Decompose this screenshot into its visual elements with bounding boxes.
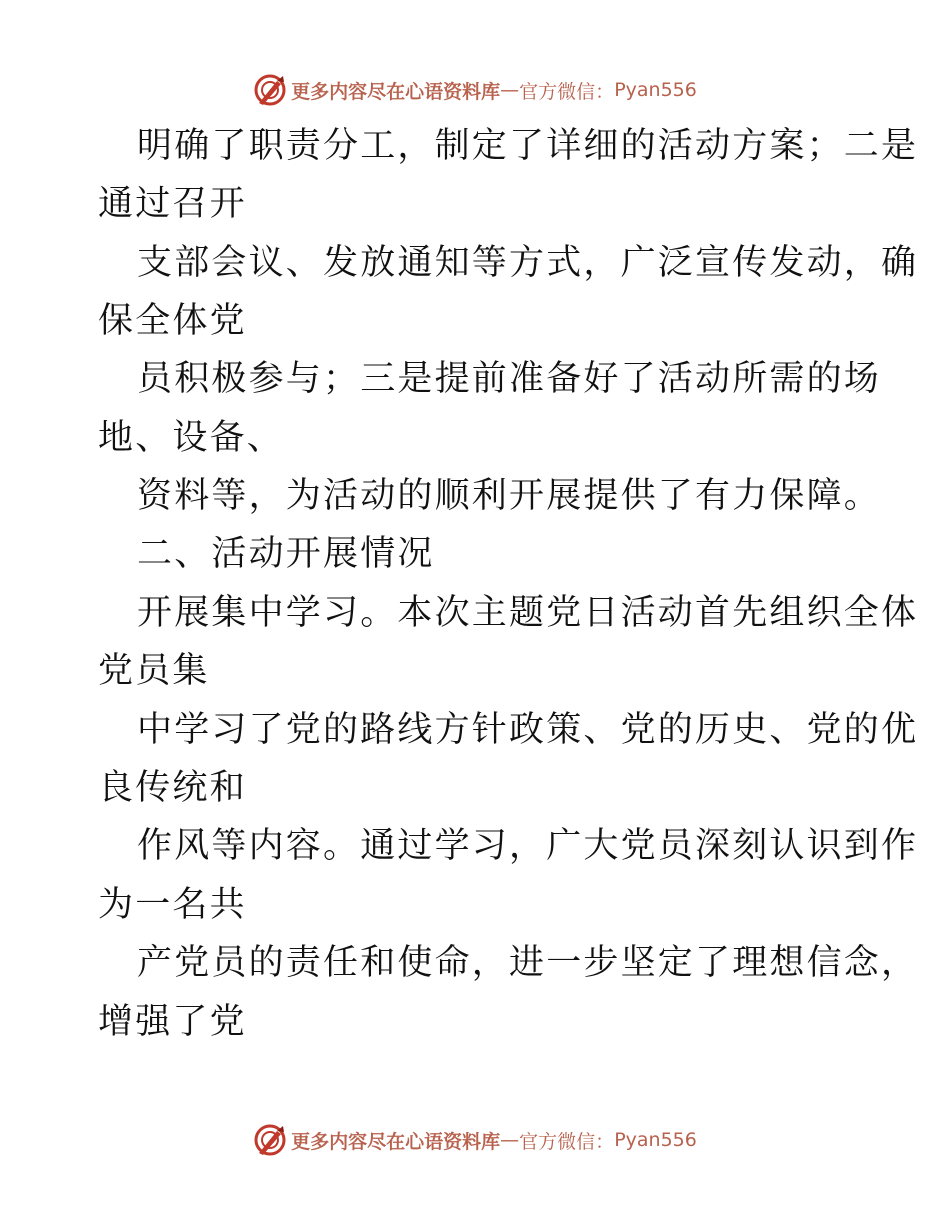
body-line: 保全体党 <box>98 301 247 341</box>
body-line: 为一名共 <box>98 885 247 925</box>
body-line: 产党员的责任和使命，进一步坚定了理想信念， <box>137 943 919 983</box>
banner-wechat-id: Pyan556 <box>614 1129 697 1151</box>
body-line: 党员集 <box>98 651 210 691</box>
body-line: 地、设备、 <box>98 418 285 458</box>
pen-logo-icon <box>253 1123 287 1157</box>
banner-wechat-label: 官方微信： <box>519 1130 615 1153</box>
banner-dash: — <box>500 1129 520 1151</box>
body-line: 增强了党 <box>98 1002 247 1042</box>
footer-banner <box>0 1120 950 1160</box>
body-line: 良传统和 <box>98 768 247 808</box>
banner-main-text: 更多内容尽在心语资料库 <box>291 80 501 103</box>
body-line: 员积极参与；三是提前准备好了活动所需的场 <box>137 359 882 399</box>
body-line: 中学习了党的路线方针政策、党的历史、党的优 <box>137 710 919 750</box>
body-line: 开展集中学习。本次主题党日活动首先组织全体 <box>137 593 919 633</box>
banner-main-text: 更多内容尽在心语资料库 <box>291 1130 501 1153</box>
body-line: 通过召开 <box>98 184 247 224</box>
banner-wechat-id: Pyan556 <box>614 79 697 101</box>
banner-wechat-label: 官方微信： <box>519 80 615 103</box>
body-line: 作风等内容。通过学习，广大党员深刻认识到作 <box>137 826 919 866</box>
body-line: 资料等，为活动的顺利开展提供了有力保障。 <box>137 476 882 516</box>
section-heading: 二、活动开展情况 <box>137 534 435 574</box>
body-line: 明确了职责分工，制定了详细的活动方案；二是 <box>137 126 919 166</box>
banner-dash: — <box>500 79 520 101</box>
body-line: 支部会议、发放通知等方式，广泛宣传发动，确 <box>137 243 919 283</box>
